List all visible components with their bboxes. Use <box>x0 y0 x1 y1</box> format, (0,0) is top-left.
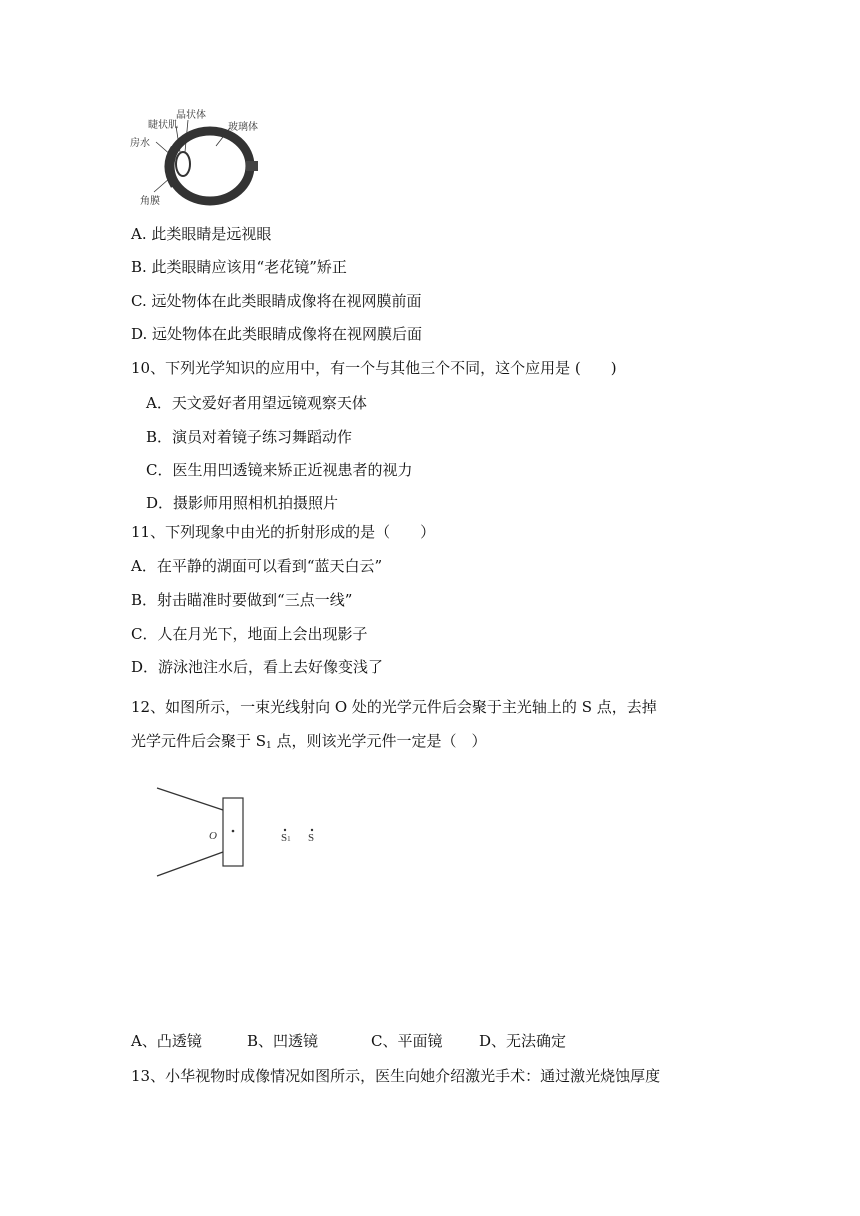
label-lens: 晶状体 <box>176 110 206 121</box>
label-o: O <box>209 830 217 842</box>
q12-stem-line2-b: 点，则该光学元件一定是（ ） <box>271 732 487 750</box>
optics-figure <box>155 784 335 880</box>
q11-stem: 11、下列现象中由光的折射形成的是（ ） <box>131 523 436 541</box>
q12-options <box>131 1031 566 1051</box>
q12-stem-line2-a: 光学元件后会聚于 S <box>131 732 267 750</box>
q9-option-a: A. 此类眼睛是远视眼 <box>131 225 272 243</box>
optic-nerve <box>246 161 258 171</box>
label-vitreous: 玻璃体 <box>228 122 258 133</box>
q10-option-c: C．医生用凹透镜来矫正近视患者的视力 <box>146 461 413 479</box>
q12-stem-line2 <box>131 731 487 756</box>
point-s1-dot <box>284 829 286 831</box>
eye-diagram <box>128 106 268 206</box>
q12-option-a: A、凸透镜 <box>131 1032 202 1050</box>
label-ciliary: 睫状肌 <box>148 120 178 131</box>
q9-option-c: C. 远处物体在此类眼睛成像将在视网膜前面 <box>131 292 422 310</box>
label-cornea: 角膜 <box>140 196 160 207</box>
point-o-dot <box>232 830 235 833</box>
q9-option-b: B. 此类眼睛应该用“老花镜”矫正 <box>131 258 347 276</box>
incoming-ray-bottom <box>157 852 223 876</box>
q10-option-d: D．摄影师用照相机拍摄照片 <box>146 494 339 512</box>
lens-shape <box>176 152 190 176</box>
point-s-dot <box>311 829 313 831</box>
label-s: S <box>308 832 315 844</box>
q12-option-b: B、凹透镜 <box>247 1032 319 1050</box>
q12-option-c: C、平面镜 <box>371 1032 443 1050</box>
q9-option-d: D. 远处物体在此类眼睛成像将在视网膜后面 <box>131 325 423 343</box>
q10-option-a: A．天文爱好者用望远镜观察天体 <box>146 394 367 412</box>
q11-option-b: B．射击瞄准时要做到“三点一线” <box>131 591 353 609</box>
label-s1 <box>281 832 291 844</box>
incoming-ray-top <box>157 788 223 810</box>
q12-option-d: D、无法确定 <box>479 1032 567 1050</box>
q10-stem: 10、下列光学知识的应用中，有一个与其他三个不同，这个应用是 ( ) <box>131 359 617 377</box>
label-s1-letter: S <box>281 832 288 844</box>
q12-stem-line2-sub: 1 <box>266 741 272 751</box>
q13-stem: 13、小华视物时成像情况如图所示，医生向她介绍激光手术：通过激光烧蚀厚度 <box>131 1067 661 1085</box>
q10-option-b: B．演员对着镜子练习舞蹈动作 <box>146 428 353 446</box>
q11-option-d: D．游泳池注水后，看上去好像变浅了 <box>131 658 384 676</box>
leader-cornea <box>154 178 170 192</box>
q12-stem-line1: 12、如图所示，一束光线射向 O 处的光学元件后会聚于主光轴上的 S 点，去掉 <box>131 698 657 716</box>
label-s1-sub: 1 <box>287 835 291 843</box>
q11-option-c: C．人在月光下，地面上会出现影子 <box>131 625 368 643</box>
label-aqueous: 房水 <box>130 138 150 149</box>
q11-option-a: A．在平静的湖面可以看到“蓝天白云” <box>131 557 383 575</box>
